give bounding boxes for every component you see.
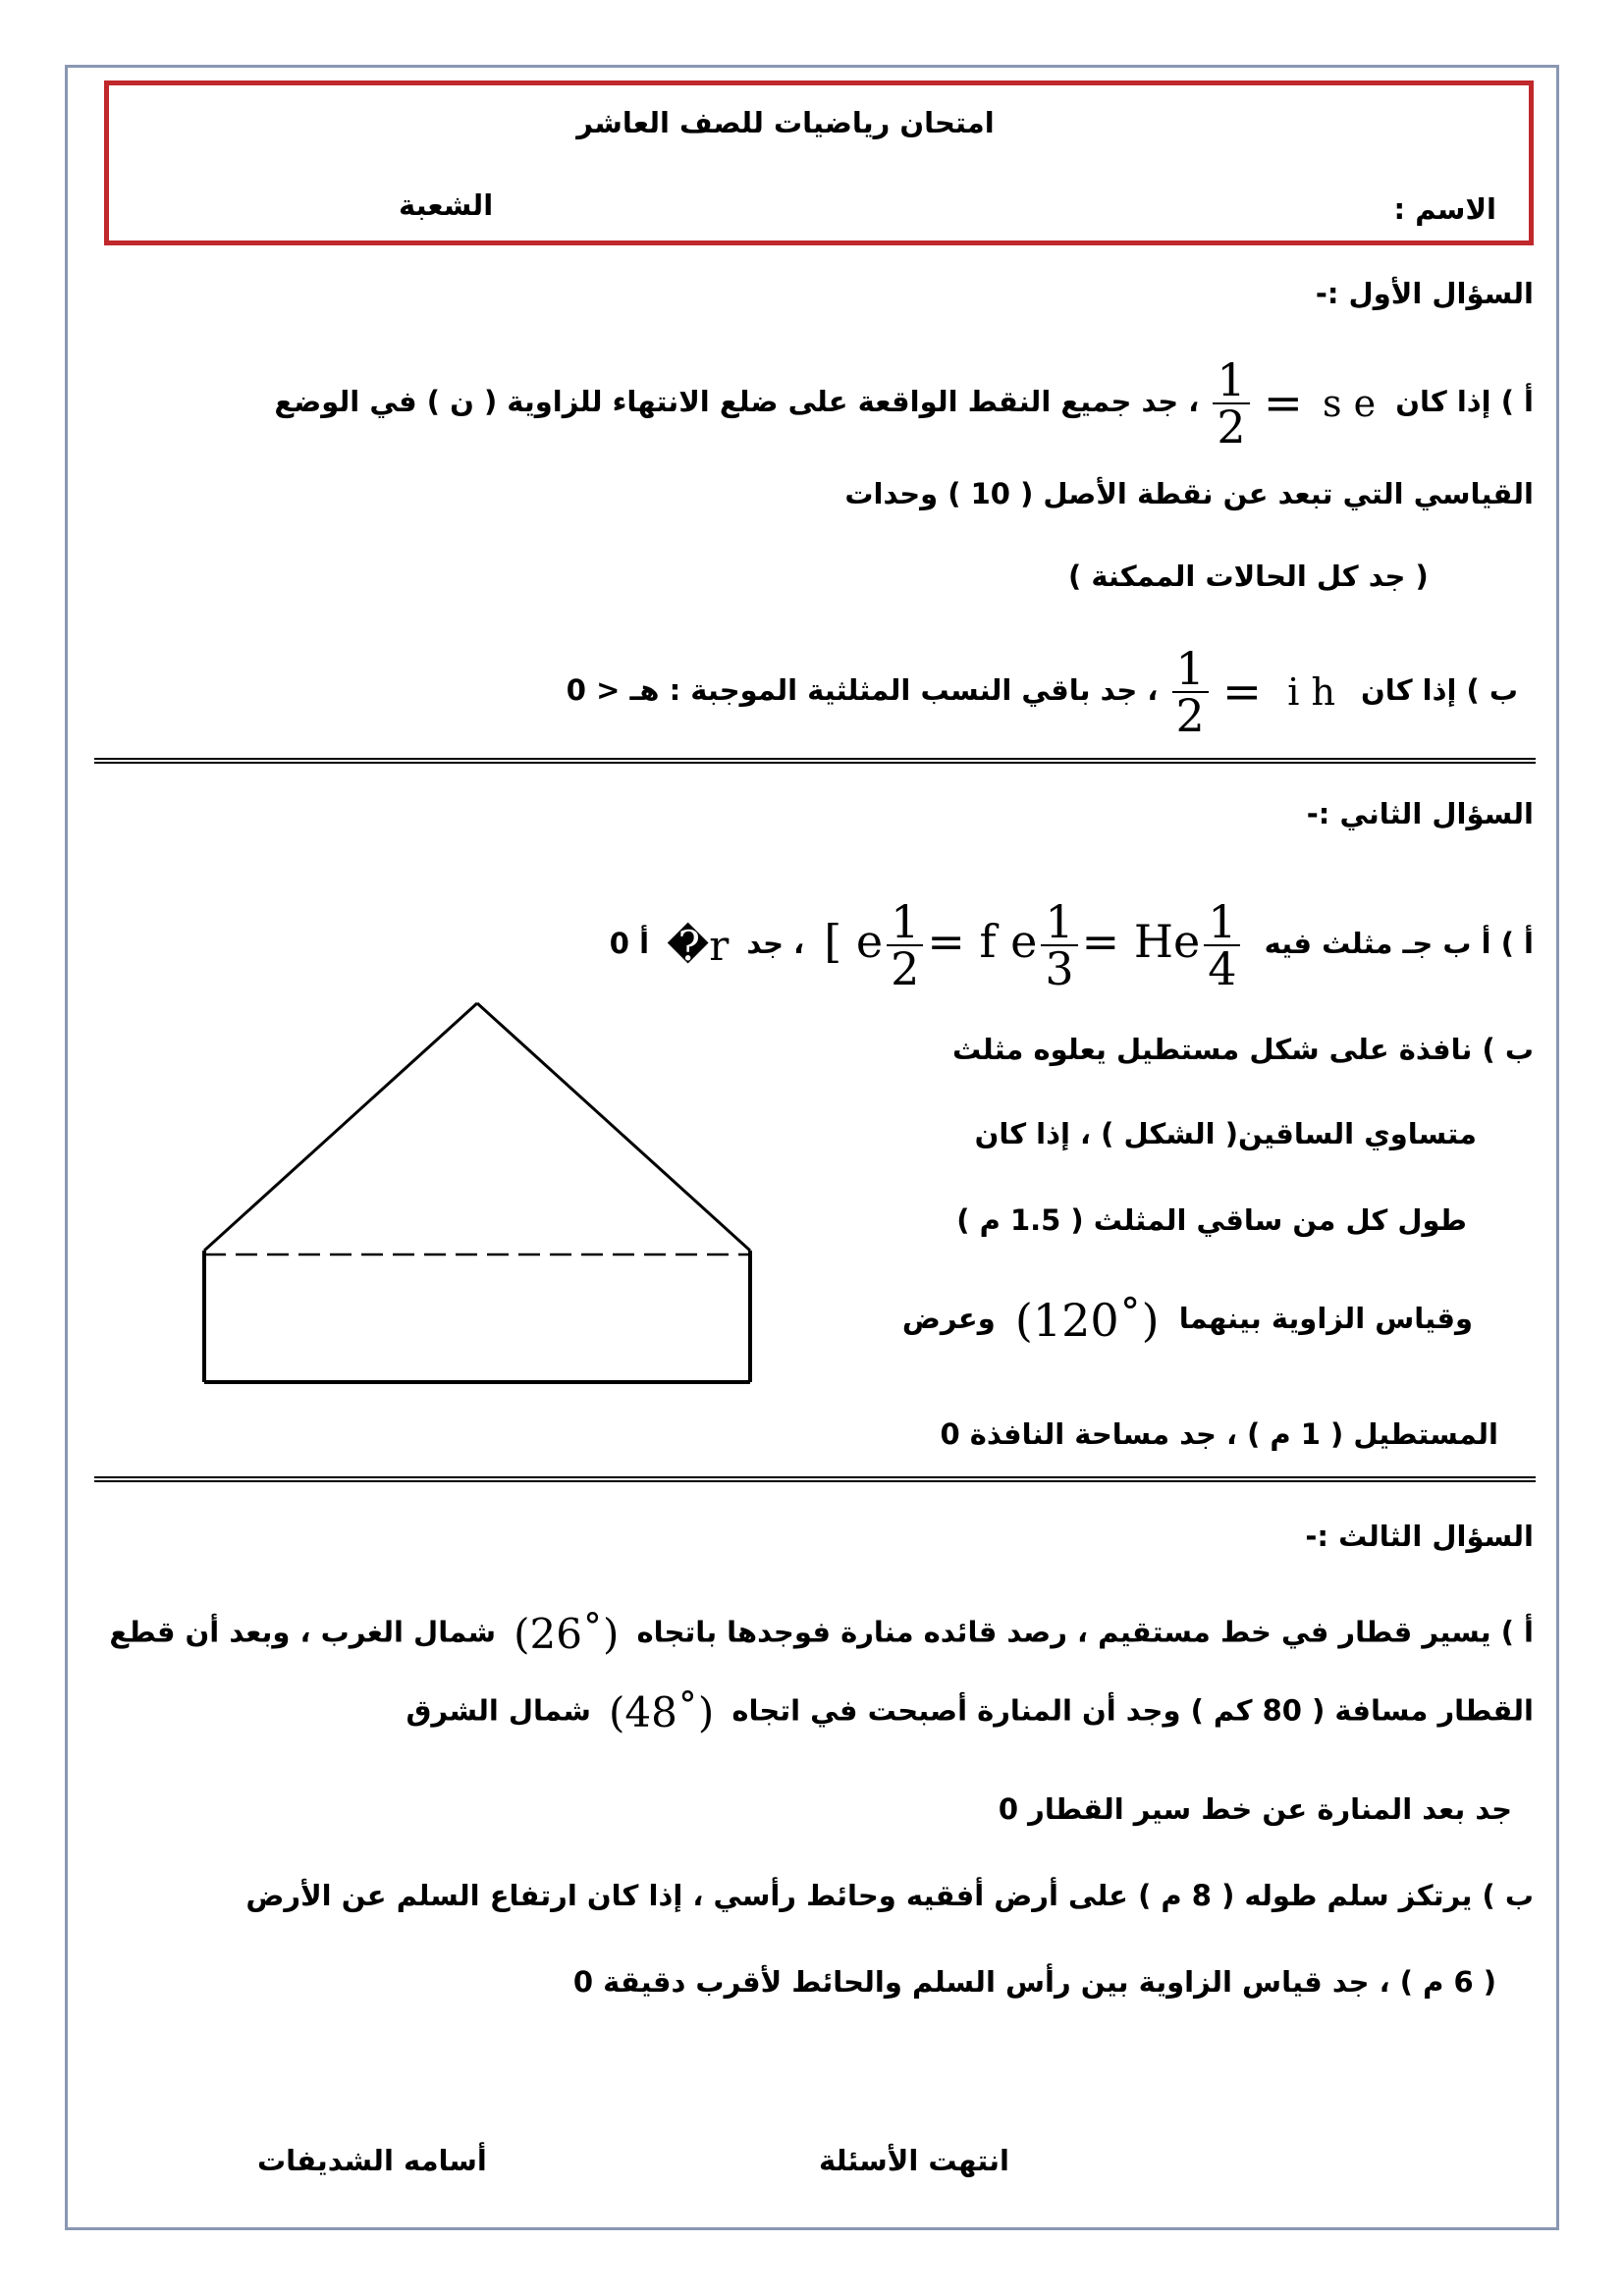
q1-title: السؤال الأول :- bbox=[1315, 277, 1534, 310]
section-label: الشعبة bbox=[399, 188, 494, 222]
q3-a-line2 bbox=[406, 1688, 1534, 1736]
q1-b-math: i h bbox=[1287, 670, 1335, 714]
q3-a-angle1: (26˚) bbox=[514, 1610, 620, 1658]
q1-a-fraction: $\frac{1}{2}$ bbox=[1213, 357, 1249, 450]
author-name: أسامه الشديفات bbox=[257, 2144, 487, 2177]
q1-b-prefix: ب ) إذا كان bbox=[1361, 673, 1518, 707]
q2-a-glyph: �r bbox=[667, 921, 730, 970]
q2-a-prefix: أ ) أ ب جـ مثلث فيه bbox=[1264, 927, 1534, 960]
q2-a-find: ، جد bbox=[746, 927, 805, 960]
q2-b-line5: المستطيل ( 1 م ) ، جد مساحة النافذة 0 bbox=[940, 1417, 1498, 1451]
end-of-questions: انتهت الأسئلة bbox=[819, 2144, 1009, 2177]
q2-title: السؤال الثاني :- bbox=[1306, 797, 1534, 830]
divider-2 bbox=[94, 1476, 1536, 1482]
q1-a-math: s e bbox=[1323, 382, 1377, 425]
name-label: الاسم : bbox=[1393, 192, 1496, 226]
q1-part-a-line1: أ ) إذا كان s e = $\frac{1}{2}$ ، جد جميع النقط الواقعة على ضلع الانتهاء للزاوية ( ن ) في الوضع bbox=[274, 353, 1534, 454]
q1-b-rest: ، جد باقي النسب المثلثية الموجبة : هـ < 0 bbox=[566, 673, 1159, 707]
q1-a-rest: ، جد جميع النقط الواقعة على ضلع الانتهاء للزاوية ( ن ) في الوضع bbox=[274, 385, 1200, 418]
q1-part-b: ب ) إذا كان i h = $\frac{1}{2}$ ، جد باقي النسب المثلثية الموجبة : هـ < 0 bbox=[566, 642, 1518, 742]
q2-b-line4-pre: وقياس الزاوية بينهما bbox=[1178, 1302, 1473, 1335]
q3-a-line3: جد بعد المنارة عن خط سير القطار 0 bbox=[998, 1792, 1512, 1826]
q3-a-line2-pre: القطار مسافة ( 80 كم ) وجد أن المنارة أصبحت في اتجاه bbox=[731, 1693, 1534, 1728]
q2-b-line4 bbox=[902, 1294, 1473, 1347]
q3-a-angle2: (48˚) bbox=[609, 1688, 715, 1736]
window-figure bbox=[192, 991, 764, 1396]
triangle-left-leg bbox=[204, 1003, 477, 1251]
q2-part-a bbox=[609, 895, 1534, 995]
q2-b-angle: (120˚) bbox=[1014, 1294, 1160, 1347]
q2-b-line4-post: وعرض bbox=[901, 1302, 996, 1335]
q1-part-a-line2: القياسي التي تبعد عن نقطة الأصل ( 10 ) وحدات bbox=[844, 477, 1534, 510]
q3-b-line1: ب ) يرتكز سلم طوله ( 8 م ) على أرض أفقيه وحائط رأسي ، إذا كان ارتفاع السلم عن الأرض bbox=[245, 1879, 1534, 1912]
q3-title: السؤال الثالث :- bbox=[1305, 1520, 1534, 1553]
q2-a-math: [ e $\frac{1}{2}$ = f e $\frac{1}{3}$ = He $\frac{1}{4}$ bbox=[824, 899, 1244, 991]
q1-part-a-line3: ( جد كل الحالات الممكنة ) bbox=[1068, 560, 1429, 593]
q3-a-line1-post: شمال الغرب ، وبعد أن قطع bbox=[109, 1615, 497, 1649]
q3-b-line2: ( 6 م ) ، جد قياس الزاوية بين رأس السلم والحائط لأقرب دقيقة 0 bbox=[572, 1965, 1496, 1999]
q2-a-end: أ 0 bbox=[609, 927, 650, 960]
triangle-right-leg bbox=[477, 1003, 750, 1251]
q1-a-prefix: أ ) إذا كان bbox=[1395, 385, 1534, 418]
divider-1 bbox=[94, 758, 1536, 764]
q2-b-line1: ب ) نافذة على شكل مستطيل يعلوه مثلث bbox=[952, 1033, 1534, 1066]
q3-a-line1 bbox=[109, 1610, 1534, 1658]
q3-a-line2-post: شمال الشرق bbox=[406, 1693, 591, 1728]
q1-b-fraction: $\frac{1}{2}$ bbox=[1172, 646, 1209, 738]
exam-title: امتحان رياضيات للصف العاشر bbox=[576, 106, 995, 139]
q3-a-line1-pre: أ ) يسير قطار في خط مستقيم ، رصد قائده منارة فوجدها باتجاه bbox=[636, 1615, 1534, 1649]
q2-b-line3: طول كل من ساقي المثلث ( 1.5 م ) bbox=[956, 1203, 1467, 1237]
q2-b-line2: متساوي الساقين( الشكل ) ، إذا كان bbox=[974, 1117, 1477, 1150]
